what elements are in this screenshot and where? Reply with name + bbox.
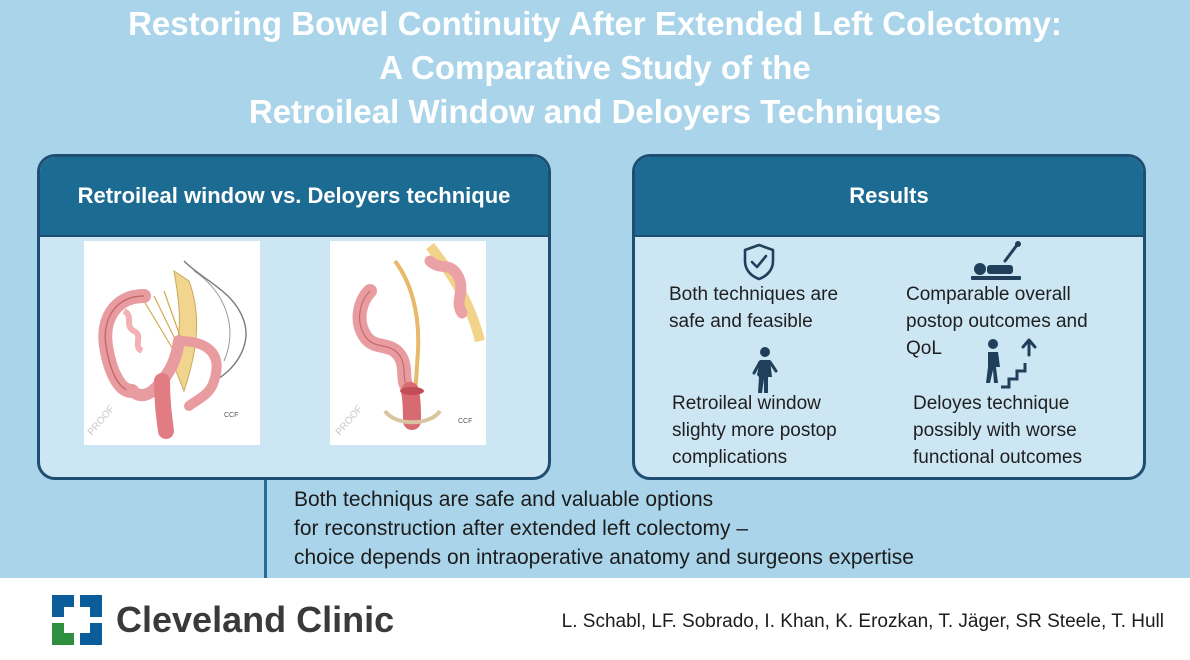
retroileal-window-illustration (84, 241, 260, 445)
brand-name: Cleveland Clinic (116, 599, 395, 640)
conclusion-line-3: choice depends on intraoperative anatomy and surgeons expertise (294, 546, 914, 569)
result-3-line-3: complications (672, 447, 788, 468)
retroileal-window-drawing (84, 241, 260, 445)
result-4-line-1: Deloyes technique (913, 393, 1070, 414)
patient-bed-icon (969, 239, 1023, 281)
result-4-line-3: functional outcomes (913, 447, 1082, 468)
comparison-panel-header: Retroileal window vs. Deloyers technique (40, 157, 548, 237)
title-line-1: Restoring Bowel Continuity After Extended Left Colectomy: (128, 5, 1062, 42)
deloyers-technique-drawing (330, 241, 486, 445)
result-3-line-2: slighty more postop (672, 420, 837, 441)
deloyers-technique-illustration (330, 241, 486, 445)
footer (0, 578, 1190, 660)
illustration-2-watermark: PROOF (333, 403, 366, 438)
title-line-2: A Comparative Study of the (379, 49, 811, 86)
comparison-panel (37, 154, 551, 480)
results-panel-header: Results (635, 157, 1143, 237)
illustration-2-credit: CCF (458, 418, 473, 425)
result-2-line-3: QoL (906, 338, 942, 359)
shield-check-icon (742, 243, 776, 281)
result-retroileal-complications (672, 390, 837, 471)
result-2-line-2: postop outcomes and (906, 311, 1088, 332)
poster-title (0, 2, 1190, 134)
result-deloyers-functional (913, 390, 1082, 471)
result-2-line-1: Comparable overall (906, 284, 1071, 305)
cleveland-clinic-logo-icon (52, 595, 102, 645)
conclusion-text (294, 485, 914, 572)
illustration-1-credit: CCF (224, 412, 239, 419)
result-3-line-1: Retroileal window (672, 393, 821, 414)
conclusion-line-2: for reconstruction after extended left colectomy – (294, 517, 749, 540)
person-stairs-icon (981, 337, 1037, 391)
result-4-line-2: possibly with worse (913, 420, 1077, 441)
results-panel (632, 154, 1146, 480)
title-line-3: Retroileal Window and Deloyers Techniques (248, 93, 942, 130)
conclusion-line-1: Both techniqus are safe and valuable options (294, 488, 714, 511)
result-1-line-2: safe and feasible (669, 311, 813, 332)
walking-person-icon (751, 347, 779, 395)
conclusion-connector-line (264, 480, 267, 578)
result-safe-feasible (669, 281, 838, 335)
illustration-1-watermark: PROOF (85, 403, 118, 438)
result-1-line-1: Both techniques are (669, 284, 839, 305)
author-list: L. Schabl, LF. Sobrado, I. Khan, K. Erozkan, T. Jäger, SR Steele, T. Hull (561, 611, 1164, 632)
